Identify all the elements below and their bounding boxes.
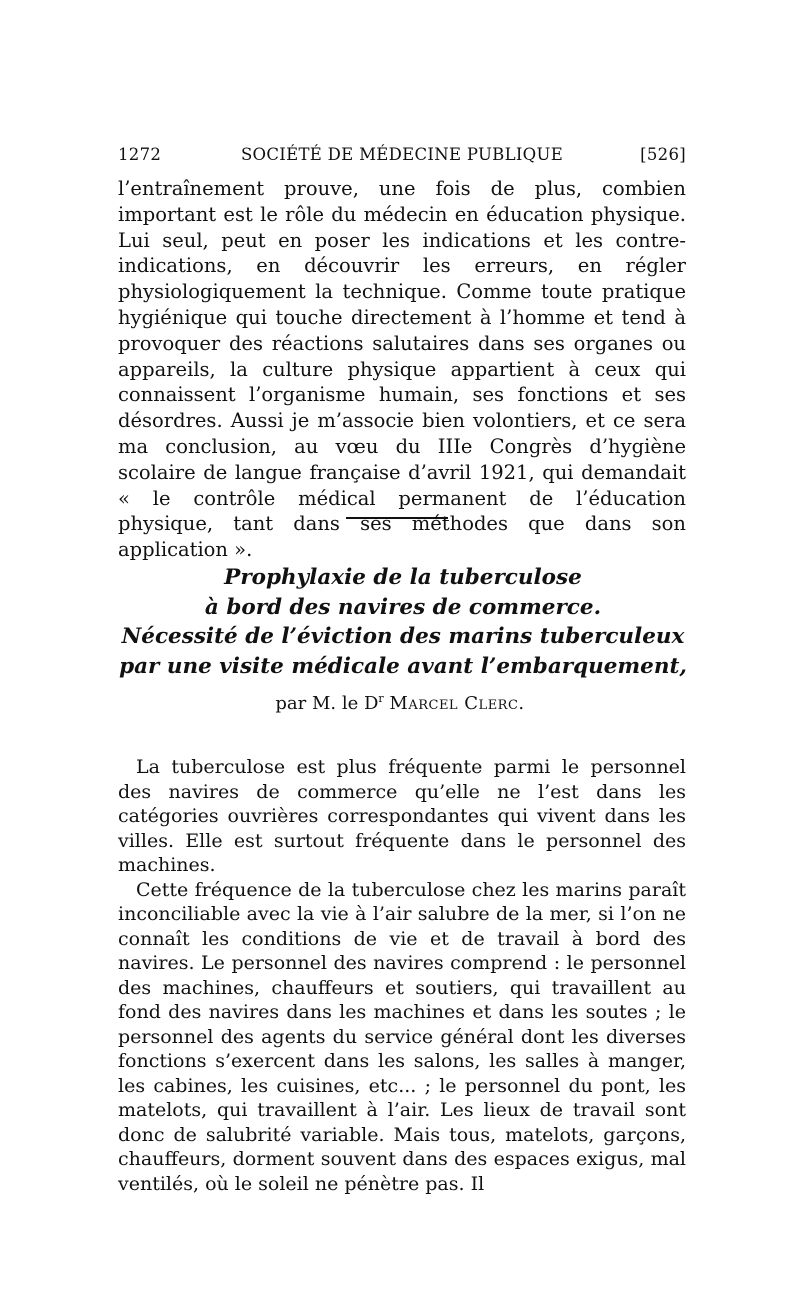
intro-text-block bbox=[118, 176, 686, 563]
body-paragraph: La tuberculose est plus fréquente parmi le personnel des navires de commerce qu’elle ne l’est dans les catégories ouvrières correspondantes qui vivent dans les villes. Elle est surtout fréquente dans le personnel des machines. bbox=[118, 756, 686, 876]
running-header bbox=[118, 145, 686, 167]
article-title-line: Nécessité de l’éviction des marins tuberculeux bbox=[121, 624, 685, 649]
article-title-line: à bord des navires de commerce. bbox=[204, 594, 602, 620]
article-body bbox=[118, 755, 686, 1196]
intro-paragraph: l’entraînement prouve, une fois de plus, combien important est le rôle du médecin en éducation physique. Lui seul, peut en poser les indications et les contre-indications, en découvrir les erreurs, en régler physiologiquement la technique. Comme toute pratique hygiénique qui touche directement à l’homme et tend à provoquer des réactions salutaires dans ses organes ou appareils, la culture physique appartient à ceux qui connaissent l’organisme humain, ses fonctions et ses désordres. Aussi je m’associe bien volontiers, et ce sera ma conclusion, au vœu du IIIe Congrès d’hygiène scolaire de langue française d’avril 1921, qui demandait « le contrôle médical permanent de l’éducation physique, tant dans ses méthodes que dans son application ». bbox=[118, 177, 686, 562]
running-title: SOCIÉTÉ DE MÉDECINE PUBLIQUE bbox=[240, 145, 564, 164]
byline-superscript: r bbox=[378, 692, 384, 705]
page-number: 1272 bbox=[118, 145, 162, 164]
byline-prefix: par M. le D bbox=[275, 693, 379, 714]
page-reference: [526] bbox=[640, 145, 686, 164]
byline-author: Marcel Clerc. bbox=[389, 693, 525, 714]
article-byline bbox=[0, 692, 800, 714]
article-title-line: par une visite médicale avant l’embarquement, bbox=[119, 653, 687, 679]
body-paragraph: Cette fréquence de la tuberculose chez les marins paraît inconciliable avec la vie à l’air salubre de la mer, si l’on ne connaît les conditions de vie et de travail à bord des navires. Le personnel des navires comprend : le personnel des machines, chauffeurs et soutiers, qui travaillent au fond des navires dans les machines et dans les soutes ; le personnel des agents du service général dont les diverses fonctions s’exercent dans les salons, les salles à manger, les cabines, les cuisines, etc... ; le personnel du pont, les matelots, qui travaillent à l’air. Les lieux de travail sont donc de salubrité variable. Mais tous, matelots, garçons, chauffeurs, dorment souvent dans des espaces exigus, mal ventilés, où le soleil ne pénètre pas. Il bbox=[118, 878, 686, 1195]
article-title-line: Prophylaxie de la tuberculose bbox=[224, 565, 582, 590]
article-title bbox=[108, 563, 698, 681]
section-divider bbox=[346, 517, 448, 519]
